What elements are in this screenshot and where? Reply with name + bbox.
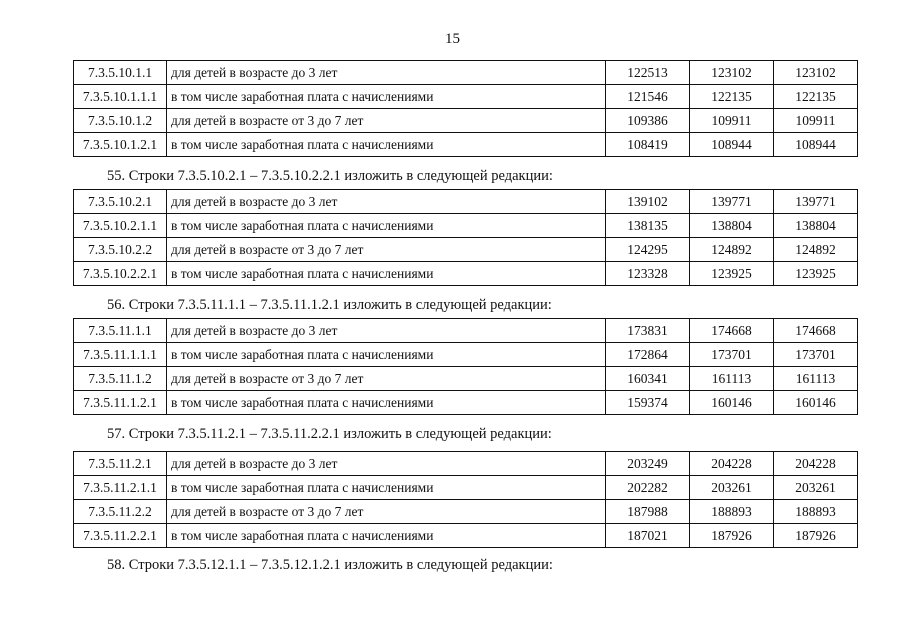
row-value-1: 138135 xyxy=(606,214,690,238)
row-value-2: 108944 xyxy=(690,133,774,157)
row-code: 7.3.5.10.2.1.1 xyxy=(74,214,167,238)
row-value-3: 187926 xyxy=(774,524,858,548)
row-value-1: 139102 xyxy=(606,190,690,214)
row-value-2: 124892 xyxy=(690,238,774,262)
row-value-1: 121546 xyxy=(606,85,690,109)
row-value-2: 188893 xyxy=(690,500,774,524)
row-value-3: 204228 xyxy=(774,452,858,476)
row-description: в том числе заработная плата с начислениями xyxy=(167,85,606,109)
row-value-3: 122135 xyxy=(774,85,858,109)
row-code: 7.3.5.11.2.1 xyxy=(74,452,167,476)
table-row xyxy=(74,190,858,214)
row-value-3: 108944 xyxy=(774,133,858,157)
table-row xyxy=(74,452,858,476)
row-value-2: 204228 xyxy=(690,452,774,476)
row-description: в том числе заработная плата с начислениями xyxy=(167,133,606,157)
instruction-56: 56. Строки 7.3.5.11.1.1 – 7.3.5.11.1.2.1 изложить в следующей редакции: xyxy=(107,297,552,313)
row-value-2: 161113 xyxy=(690,367,774,391)
row-value-1: 123328 xyxy=(606,262,690,286)
row-description: в том числе заработная плата с начислениями xyxy=(167,214,606,238)
row-description: в том числе заработная плата с начислениями xyxy=(167,391,606,415)
row-value-1: 187021 xyxy=(606,524,690,548)
row-value-3: 123925 xyxy=(774,262,858,286)
row-value-3: 109911 xyxy=(774,109,858,133)
row-description: для детей в возрасте до 3 лет xyxy=(167,319,606,343)
row-value-1: 202282 xyxy=(606,476,690,500)
row-description: для детей в возрасте до 3 лет xyxy=(167,452,606,476)
row-code: 7.3.5.10.2.2 xyxy=(74,238,167,262)
row-code: 7.3.5.11.1.1.1 xyxy=(74,343,167,367)
table-row xyxy=(74,61,858,85)
row-code: 7.3.5.11.1.2.1 xyxy=(74,391,167,415)
instruction-58: 58. Строки 7.3.5.12.1.1 – 7.3.5.12.1.2.1 изложить в следующей редакции: xyxy=(107,557,553,573)
row-value-2: 203261 xyxy=(690,476,774,500)
row-value-2: 109911 xyxy=(690,109,774,133)
row-value-2: 122135 xyxy=(690,85,774,109)
row-value-1: 173831 xyxy=(606,319,690,343)
rates-table-3 xyxy=(73,318,858,415)
row-value-3: 138804 xyxy=(774,214,858,238)
rates-table-4 xyxy=(73,451,858,548)
table-row xyxy=(74,500,858,524)
row-description: для детей в возрасте от 3 до 7 лет xyxy=(167,238,606,262)
row-code: 7.3.5.10.1.2 xyxy=(74,109,167,133)
row-description: в том числе заработная плата с начислениями xyxy=(167,262,606,286)
instruction-57: 57. Строки 7.3.5.11.2.1 – 7.3.5.11.2.2.1 изложить в следующей редакции: xyxy=(107,426,552,442)
table-row xyxy=(74,214,858,238)
row-value-3: 139771 xyxy=(774,190,858,214)
row-value-1: 187988 xyxy=(606,500,690,524)
row-value-3: 123102 xyxy=(774,61,858,85)
row-value-2: 173701 xyxy=(690,343,774,367)
row-value-2: 138804 xyxy=(690,214,774,238)
row-description: для детей в возрасте от 3 до 7 лет xyxy=(167,367,606,391)
row-value-3: 174668 xyxy=(774,319,858,343)
table-row xyxy=(74,343,858,367)
row-value-2: 123925 xyxy=(690,262,774,286)
row-value-1: 122513 xyxy=(606,61,690,85)
table-row xyxy=(74,476,858,500)
row-value-3: 161113 xyxy=(774,367,858,391)
table-row xyxy=(74,524,858,548)
row-value-3: 203261 xyxy=(774,476,858,500)
table-row xyxy=(74,319,858,343)
row-description: в том числе заработная плата с начислениями xyxy=(167,343,606,367)
table-row xyxy=(74,238,858,262)
row-code: 7.3.5.10.1.1 xyxy=(74,61,167,85)
row-value-2: 160146 xyxy=(690,391,774,415)
row-description: для детей в возрасте до 3 лет xyxy=(167,61,606,85)
row-description: для детей в возрасте от 3 до 7 лет xyxy=(167,109,606,133)
row-value-1: 108419 xyxy=(606,133,690,157)
table-row xyxy=(74,109,858,133)
row-description: в том числе заработная плата с начислениями xyxy=(167,524,606,548)
row-value-2: 187926 xyxy=(690,524,774,548)
row-code: 7.3.5.11.2.2.1 xyxy=(74,524,167,548)
row-description: для детей в возрасте от 3 до 7 лет xyxy=(167,500,606,524)
rates-table-1 xyxy=(73,60,858,157)
row-code: 7.3.5.10.2.2.1 xyxy=(74,262,167,286)
table-row xyxy=(74,133,858,157)
row-value-3: 160146 xyxy=(774,391,858,415)
row-value-1: 159374 xyxy=(606,391,690,415)
rates-table-2 xyxy=(73,189,858,286)
row-value-1: 109386 xyxy=(606,109,690,133)
row-value-3: 188893 xyxy=(774,500,858,524)
table-row xyxy=(74,391,858,415)
row-value-2: 123102 xyxy=(690,61,774,85)
row-description: в том числе заработная плата с начислениями xyxy=(167,476,606,500)
row-value-1: 160341 xyxy=(606,367,690,391)
table-row xyxy=(74,85,858,109)
row-value-3: 124892 xyxy=(774,238,858,262)
row-code: 7.3.5.10.2.1 xyxy=(74,190,167,214)
row-value-2: 139771 xyxy=(690,190,774,214)
row-code: 7.3.5.10.1.1.1 xyxy=(74,85,167,109)
row-code: 7.3.5.11.2.1.1 xyxy=(74,476,167,500)
row-value-1: 172864 xyxy=(606,343,690,367)
row-value-2: 174668 xyxy=(690,319,774,343)
row-value-1: 203249 xyxy=(606,452,690,476)
table-row xyxy=(74,367,858,391)
page-number: 15 xyxy=(445,31,460,47)
row-code: 7.3.5.11.1.2 xyxy=(74,367,167,391)
row-description: для детей в возрасте до 3 лет xyxy=(167,190,606,214)
row-code: 7.3.5.11.1.1 xyxy=(74,319,167,343)
row-value-1: 124295 xyxy=(606,238,690,262)
row-code: 7.3.5.11.2.2 xyxy=(74,500,167,524)
row-code: 7.3.5.10.1.2.1 xyxy=(74,133,167,157)
row-value-3: 173701 xyxy=(774,343,858,367)
table-row xyxy=(74,262,858,286)
instruction-55: 55. Строки 7.3.5.10.2.1 – 7.3.5.10.2.2.1 изложить в следующей редакции: xyxy=(107,168,553,184)
